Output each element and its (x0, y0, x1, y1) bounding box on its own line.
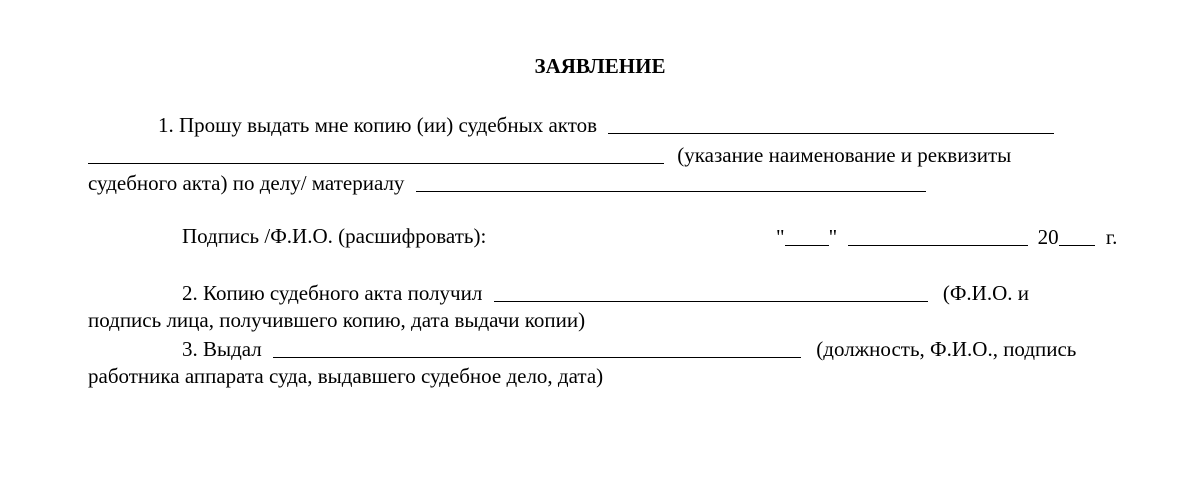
month-blank-field[interactable] (848, 226, 1028, 246)
date-line (776, 226, 1117, 248)
issued-by-blank-field[interactable] (273, 338, 801, 358)
item2-line2: подпись лица, получившего копию, дата выдачи копии) (88, 308, 586, 332)
item3-text: 3. Выдал (182, 337, 262, 361)
day-blank-field[interactable] (785, 226, 829, 246)
court-acts-blank-field-2[interactable] (88, 144, 664, 164)
item3-line1 (182, 338, 1076, 360)
year-suffix: г. (1105, 225, 1118, 249)
item1-line3 (88, 172, 926, 194)
item3-line2: работника аппарата суда, выдавшего судебное дело, дата) (88, 364, 604, 388)
item1-line1 (158, 114, 1054, 136)
item1-text: 1. Прошу выдать мне копию (ии) судебных актов (158, 113, 598, 137)
year-prefix: 20 (1037, 225, 1059, 249)
court-acts-blank-field[interactable] (608, 114, 1054, 134)
quote-close: " (828, 225, 838, 249)
item1-hint: (указание наименование и реквизиты (677, 143, 1012, 167)
received-by-blank-field[interactable] (494, 282, 928, 302)
item2-hint: (Ф.И.О. и (942, 281, 1029, 305)
item2-line1 (182, 282, 1029, 304)
item1-line2 (88, 144, 1011, 166)
item3-hint: (должность, Ф.И.О., подпись (816, 337, 1077, 361)
document-title: ЗАЯВЛЕНИЕ (534, 54, 666, 78)
item1-case-text: судебного акта) по делу/ материалу (88, 171, 405, 195)
quote-open: " (776, 225, 785, 249)
year-blank-field[interactable] (1059, 226, 1095, 246)
signature-label: Подпись /Ф.И.О. (расшифровать): (182, 224, 487, 248)
case-material-blank-field[interactable] (416, 172, 926, 192)
item2-text: 2. Копию судебного акта получил (182, 281, 483, 305)
